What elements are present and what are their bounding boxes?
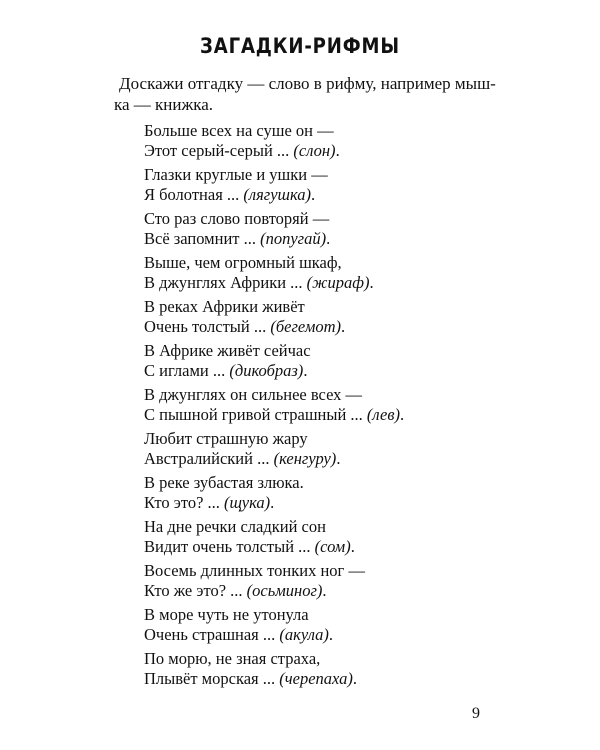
- riddle-end: .: [303, 361, 308, 380]
- riddle-prompt: В джунглях Африки ...: [144, 273, 307, 292]
- riddle-end: .: [311, 185, 316, 204]
- riddle-item: [144, 561, 504, 605]
- riddle-line-2: [144, 361, 504, 381]
- riddle-end: .: [352, 669, 358, 688]
- riddle-item: [144, 165, 504, 209]
- riddle-list: [144, 121, 504, 693]
- riddle-line-2: [144, 625, 504, 645]
- intro-line-2: ка — книжка.: [114, 95, 214, 114]
- riddle-item: [144, 517, 504, 561]
- intro-line-1: Доскажи отгадку — слово в рифму, например мыш-: [119, 74, 496, 93]
- riddle-end: .: [341, 317, 346, 336]
- riddle-prompt: Очень страшная ...: [144, 625, 280, 644]
- riddle-prompt: Всё запомнит ...: [144, 229, 261, 248]
- riddle-prompt: С пышной гривой страшный ...: [144, 405, 367, 424]
- riddle-item: [144, 121, 504, 165]
- riddle-answer: (слон): [293, 141, 336, 160]
- riddle-line-1: В реке зубастая злюка.: [144, 473, 304, 492]
- riddle-prompt: Кто же это? ...: [144, 581, 247, 600]
- riddle-line-2: [144, 449, 504, 469]
- riddle-line-2: [144, 229, 504, 249]
- riddle-item: [144, 253, 504, 297]
- page-number: 9: [472, 705, 480, 722]
- riddle-line-1: В джунглях он сильнее всех —: [144, 385, 363, 404]
- riddle-line-2: [144, 669, 504, 689]
- riddle-answer: (лев): [366, 405, 400, 424]
- riddle-line-1: В Африке живёт сейчас: [144, 341, 311, 360]
- riddle-end: .: [369, 273, 374, 292]
- riddle-line-1: Любит страшную жару: [144, 429, 308, 448]
- riddle-prompt: Плывёт морская ...: [144, 669, 280, 688]
- riddle-item: [144, 649, 504, 693]
- riddle-line-1: По морю, не зная страха,: [144, 649, 321, 668]
- riddle-answer: (бегемот): [270, 317, 342, 336]
- riddle-prompt: Очень толстый ...: [144, 317, 271, 336]
- riddle-answer: (черепаха): [279, 669, 353, 688]
- riddle-answer: (акула): [279, 625, 329, 644]
- riddle-line-2: [144, 405, 504, 425]
- riddle-prompt: Я болотная ...: [144, 185, 244, 204]
- riddle-answer: (сом): [314, 537, 351, 556]
- riddle-line-2: [144, 185, 504, 205]
- riddle-line-1: В реках Африки живёт: [144, 297, 305, 316]
- riddle-item: [144, 209, 504, 253]
- riddle-line-2: [144, 141, 504, 161]
- riddle-end: .: [335, 141, 340, 160]
- riddle-end: .: [350, 537, 355, 556]
- riddle-end: .: [328, 625, 334, 644]
- riddle-line-2: [144, 581, 504, 601]
- riddle-line-1: Восемь длинных тонких ног —: [144, 561, 365, 580]
- riddle-prompt: С иглами ...: [144, 361, 230, 380]
- riddle-answer: (дикобраз): [229, 361, 304, 380]
- riddle-answer: (щука): [224, 493, 271, 512]
- riddle-prompt: Австралийский ...: [144, 449, 274, 468]
- riddle-item: [144, 473, 504, 517]
- riddle-answer: (лягушка): [243, 185, 312, 204]
- riddle-line-2: [144, 273, 504, 293]
- riddle-line-1: На дне речки сладкий сон: [144, 517, 326, 536]
- riddle-end: .: [336, 449, 341, 468]
- riddle-end: .: [326, 229, 331, 248]
- riddle-line-2: [144, 317, 504, 337]
- riddle-answer: (осьминог): [246, 581, 323, 600]
- riddle-end: .: [400, 405, 405, 424]
- page-title: ЗАГАДКИ-РИФМЫ: [200, 34, 400, 58]
- riddle-answer: (попугай): [260, 229, 327, 248]
- riddle-item: [144, 297, 504, 341]
- riddle-end: .: [270, 493, 275, 512]
- riddle-prompt: Видит очень толстый ...: [144, 537, 315, 556]
- riddle-answer: (кенгуру): [273, 449, 337, 468]
- riddle-item: [144, 429, 504, 473]
- riddle-line-1: Глазки круглые и ушки —: [144, 165, 328, 184]
- riddle-line-1: Выше, чем огромный шкаф,: [144, 253, 342, 272]
- riddle-prompt: Этот серый-серый ...: [144, 141, 294, 160]
- riddle-line-1: Больше всех на суше он —: [144, 121, 334, 140]
- intro-paragraph: [114, 73, 502, 115]
- riddle-line-2: [144, 493, 504, 513]
- riddle-item: [144, 341, 504, 385]
- riddle-item: [144, 605, 504, 649]
- riddle-end: .: [322, 581, 327, 600]
- riddle-line-1: Сто раз слово повторяй —: [144, 209, 330, 228]
- riddle-line-1: В море чуть не утонула: [144, 605, 309, 624]
- riddle-prompt: Кто это? ...: [144, 493, 225, 512]
- riddle-answer: (жираф): [306, 273, 370, 292]
- riddle-item: [144, 385, 504, 429]
- riddle-line-2: [144, 537, 504, 557]
